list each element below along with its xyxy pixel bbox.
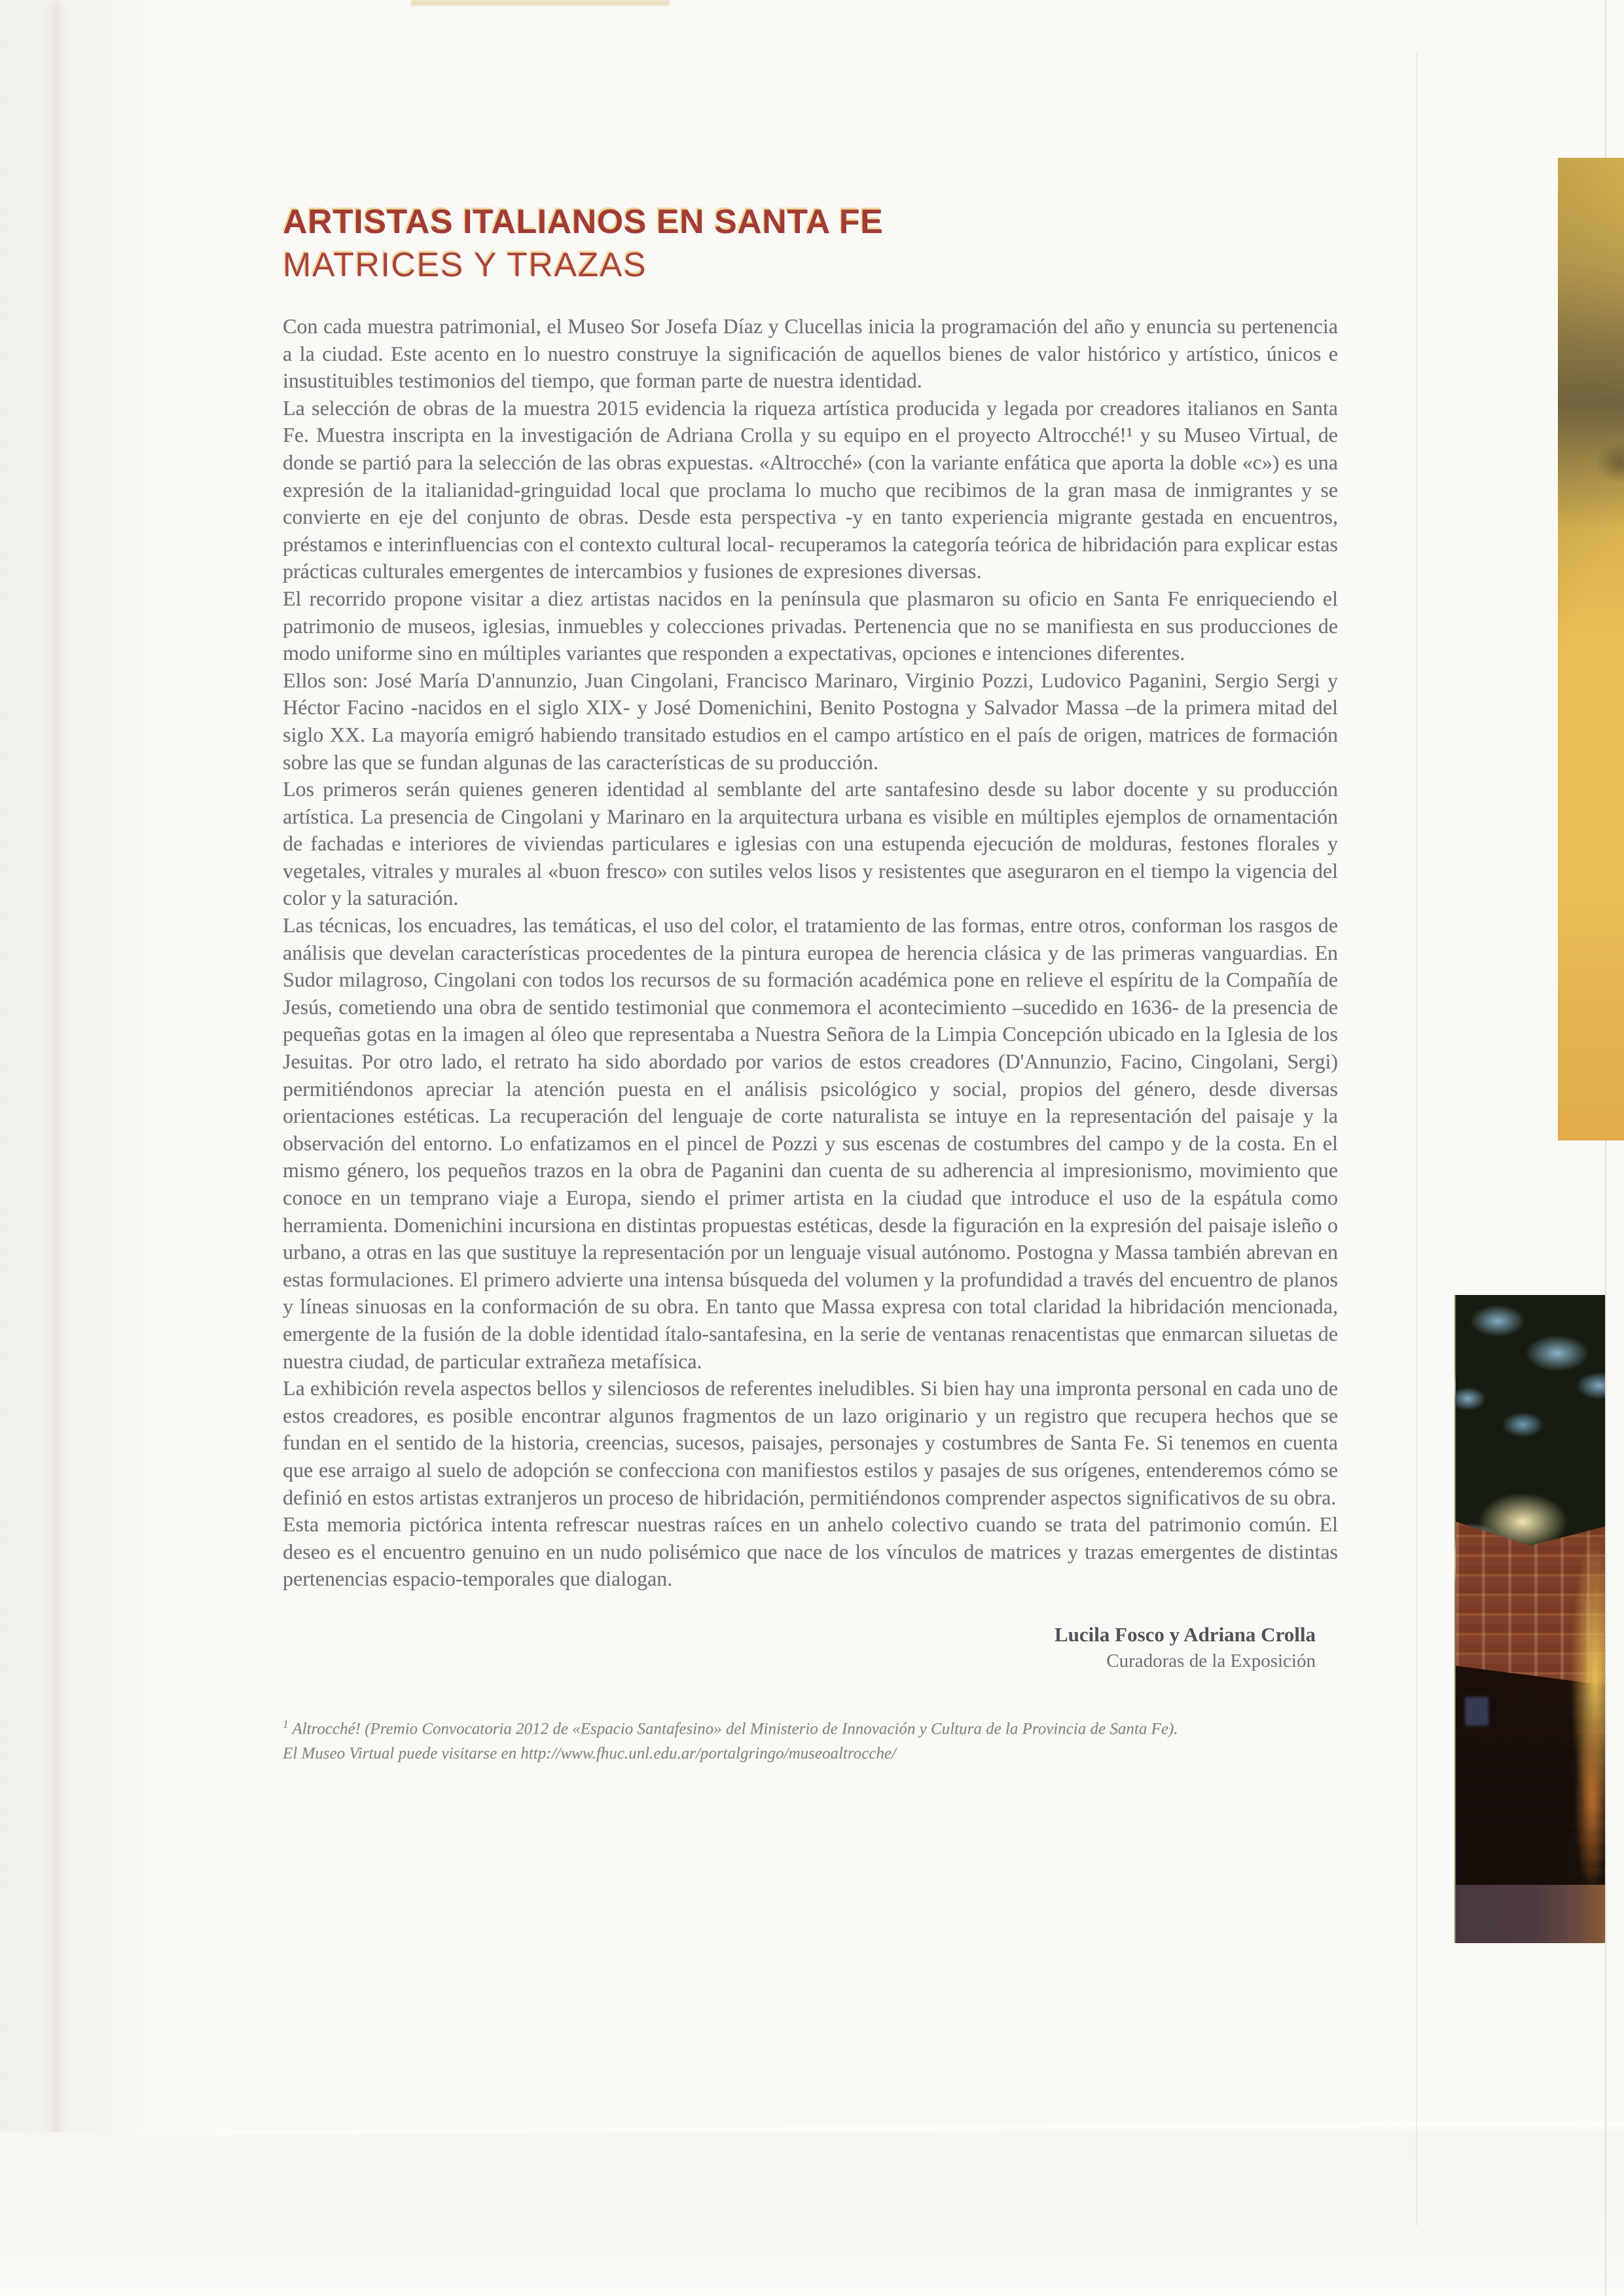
painting-floor-band — [1456, 1885, 1605, 1943]
page-crease-line — [1416, 52, 1417, 2226]
text-column — [283, 200, 1338, 1766]
scan-left-streak — [51, 0, 60, 2296]
adjacent-page-sliver — [411, 0, 670, 6]
paragraph-4: Ellos son: José María D'annunzio, Juan Cingolani, Francisco Marinaro, Virginio Pozzi, Ludovico Paganini, Sergio Sergi y Héctor Facino -nacidos en el siglo XIX- y José Domenichini, Benito Postogna y Salvador Massa –de la primera mitad del siglo XX. La mayoría emigró habiendo transitado estudios en el campo artístico en el país de origen, matrices de formación sobre las que se fundan algunas de las características de su producción. — [283, 668, 1338, 774]
body-text — [283, 313, 1338, 1593]
footnote-line-1 — [283, 1712, 1265, 1741]
curator-role: Curadoras de la Exposición — [1106, 1650, 1316, 1671]
page-subtitle: MATRICES Y TRAZAS — [283, 246, 647, 284]
footnote-line-2: El Museo Virtual puede visitarse en http://www.fhuc.unl.edu.ar/portalgringo/museoaltrocche/ — [283, 1745, 896, 1763]
page-title: ARTISTAS ITALIANOS EN SANTA FE — [283, 203, 884, 241]
paragraph-2: La selección de obras de la muestra 2015 evidencia la riqueza artística producida y legada por creadores italianos en Santa Fe. Muestra inscripta en la investigación de Adriana Crolla y su equipo en el proyecto Altrocché!¹ y su Museo Virtual, de donde se partió para la selección de las obras expuestas. «Altrocché» (con la variante enfática que aporta la doble «c») es una expresión de la italianidad-gringuidad local que proclama lo mucho que recibimos de la gran masa de inmigrantes y se convierte en eje del conjunto de obras. Desde esta perspectiva -y en tanto experiencia migrante gestada en encuentros, préstamos e interinfluencias con el contexto cultural local- recuperamos la categoría teórica de hibridación para explicar estas prácticas culturales emergentes de intercambios y fusiones de expresiones diversas. — [283, 395, 1338, 583]
painting-blue-patch — [1465, 1697, 1489, 1726]
curator-names: Lucila Fosco y Adriana Crolla — [1054, 1622, 1316, 1646]
scan-bottom-band — [0, 2132, 1624, 2296]
paragraph-1: Con cada muestra patrimonial, el Museo Sor Josefa Díaz y Clucellas inicia la programación del año y enuncia su pertenencia a la ciudad. Este acento en lo nuestro construye la significación de aquellos bienes de valor histórico y artístico, únicos e insustituibles testimonios del tiempo, que forman parte de nuestra identidad. — [283, 314, 1338, 393]
landscape-painting-fragment — [1454, 1295, 1605, 1943]
paragraph-8: Esta memoria pictórica intenta refrescar nuestras raíces en un anhelo colectivo cuando se trata del patrimonio común. El deseo es el encuentro genuino en un nudo polisémico que nace de los vínculos de matrices y trazas emergentes de distintas pertenencias espacio-temporales que dialogan. — [283, 1512, 1338, 1591]
signature-block — [283, 1622, 1338, 1674]
paragraph-3: El recorrido propone visitar a diez artistas nacidos en la península que plasmaron su oficio en Santa Fe enriqueciendo el patrimonio de museos, iglesias, inmuebles y colecciones privadas. Pertenencia que no se manifiesta en sus producciones de modo uniforme sino en múltiples variantes que responden a expectativas, opciones e intenciones diferentes. — [283, 586, 1338, 665]
golden-painting-fragment — [1558, 158, 1624, 1140]
painting-orange-smear — [1575, 1710, 1605, 1891]
paragraph-7: La exhibición revela aspectos bellos y silenciosos de referentes ineludibles. Si bien hay una impronta personal en cada uno de estos creadores, es posible encontrar algunos fragmentos de un lazo originario y un registro que recupera hechos que se fundan en el sentido de la historia, creencias, sucesos, paisajes, personajes y costumbres de Santa Fe. Si tenemos en cuenta que ese arraigo al suelo de adopción se confecciona con manifiestos estilos y pasajes de sus orígenes, entenderemos cómo se definió en estos artistas extranjeros un proceso de hibridación, permitiéndonos comprender aspectos significativos de su obra. — [283, 1376, 1338, 1509]
paragraph-6: Las técnicas, los encuadres, las temáticas, el uso del color, el tratamiento de las formas, entre otros, conforman los rasgos de análisis que develan características procedentes de la pintura europea de herencia clásica y de las primeras vanguardias. En Sudor milagroso, Cingolani con todos los recursos de su formación académica pone en relieve el espíritu de la Compañía de Jesús, cometiendo una obra de sentido testimonial que conmemora el acontecimiento –sucedido en 1636- de la presencia de pequeñas gotas en la imagen al óleo que representaba a Nuestra Señora de la Limpia Concepción ubicado en la Iglesia de los Jesuitas. Por otro lado, el retrato ha sido abordado por varios de estos creadores (D'Annunzio, Facino, Cingolani, Sergi) permitiéndonos apreciar la atención puesta en el análisis psicológico y social, propios del género, desde diversas orientaciones estéticas. La recuperación del lenguaje de corte naturalista se intuye en la representación del paisaje y la observación del entorno. Lo enfatizamos en el pincel de Pozzi y sus escenas de costumbres del campo y de la costa. En el mismo género, los pequeños trazos en la obra de Paganini dan cuenta de su adherencia al impresionismo, movimiento que conoce en un temprano viaje a Europa, siendo el primer artista en la ciudad que introduce el uso de la espátula como herramienta. Domenichini incursiona en distintas propuestas estéticas, desde la figuración en la expresión del paisaje isleño o urbano, a otras en las que sustituye la representación por un lenguaje visual autónomo. Postogna y Massa también abrevan en estas formulaciones. El primero advierte una intensa búsqueda del volumen y la profundidad a través del encuentro de planos y líneas sinuosas en la conformación de su obra. En tanto que Massa expresa con total claridad la hibridación mencionada, emergente de la fusión de la doble identidad ítalo-santafesina, en la serie de ventanas renacentistas que enmarcan siluetas de nuestra ciudad, de particular extrañeza metafísica. — [283, 913, 1338, 1373]
footnote — [283, 1712, 1265, 1766]
footnote-marker: 1 — [283, 1717, 289, 1730]
footnote-text: Altrocché! (Premio Convocatoria 2012 de «Espacio Santafesino» del Ministerio de Innovación y Cultura de la Provincia de Santa Fe). — [292, 1720, 1178, 1738]
paragraph-5: Los primeros serán quienes generen identidad al semblante del arte santafesino desde su labor docente y su producción artística. La presencia de Cingolani y Marinaro en la arquitectura urbana es visible en múltiples ejemplos de ornamentación de fachadas e interiores de viviendas particulares e iglesias con una estupenda ejecución de molduras, festones florales y vegetales, vitrales y murales al «buon fresco» con sutiles velos lisos y resistentes que aseguraron en el tiempo la vigencia del color y la saturación. — [283, 777, 1338, 910]
